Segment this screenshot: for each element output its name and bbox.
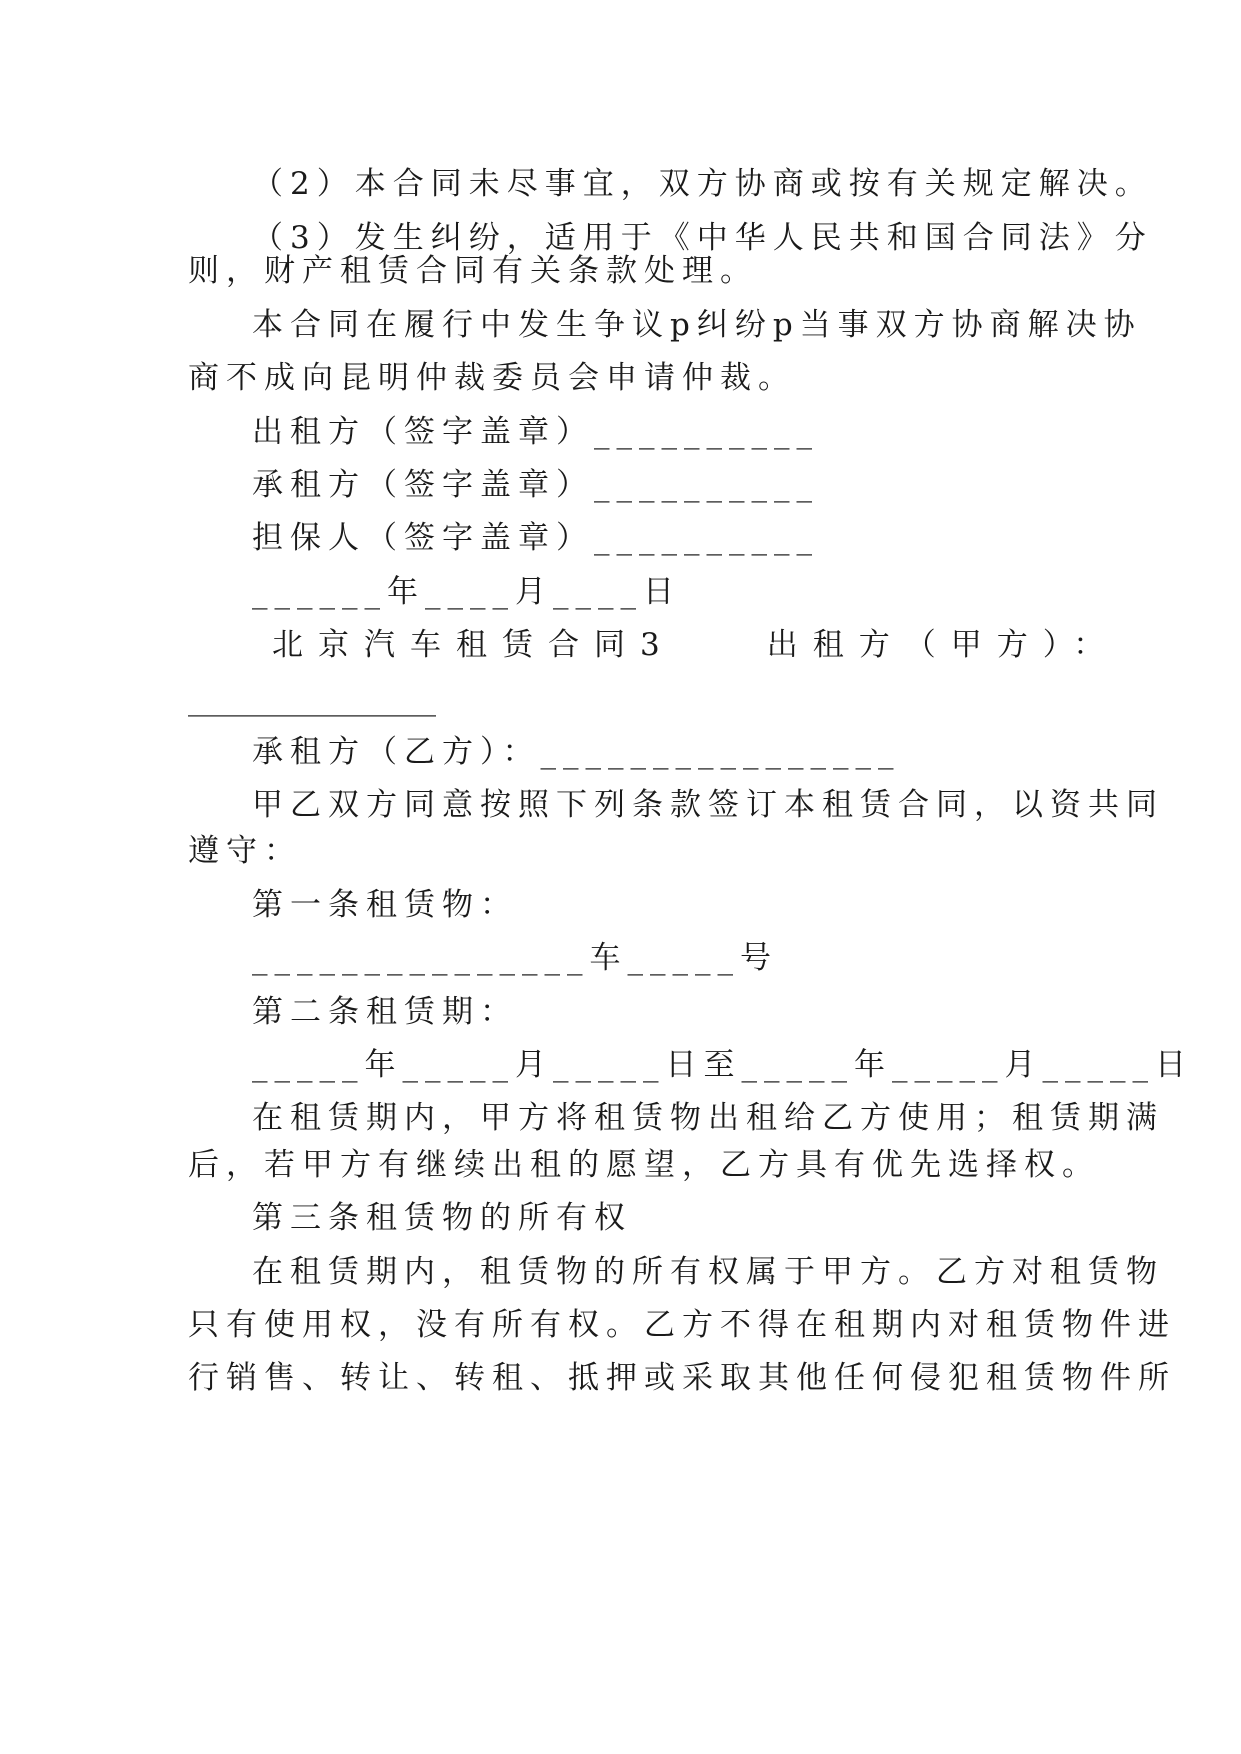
lessor-name-blank: ________________ (188, 681, 436, 717)
lessee-signature-line: 承租方（签字盖章）__________ (252, 467, 819, 503)
lessor-signature-line: 出租方（签字盖章）__________ (252, 414, 819, 450)
lessee-party-line: 承租方（乙方）：________________ (252, 734, 901, 770)
dispute-paragraph-continued: 商不成向昆明仲裁委员会申请仲裁。 (188, 360, 796, 396)
clause-2-text: （2）本合同未尽事宜，双方协商或按有关规定解决。 (252, 166, 1153, 202)
agreement-paragraph-continued: 遵守： (188, 833, 302, 869)
ownership-paragraph-line-2: 只有使用权，没有所有权。乙方不得在租期内对租赁物件进 (188, 1307, 1176, 1343)
guarantor-signature-line: 担保人（签字盖章）__________ (252, 520, 819, 556)
agreement-paragraph: 甲乙双方同意按照下列条款签订本租赁合同，以资共同 (252, 787, 1164, 823)
article-1-heading: 第一条租赁物： (252, 887, 518, 923)
clause-3-continued: 则，财产租赁合同有关条款处理。 (188, 253, 758, 289)
ownership-paragraph-line-3: 行销售、转让、转租、抵押或采取其他任何侵犯租赁物件所 (188, 1360, 1176, 1396)
lease-period-paragraph: 在租赁期内，甲方将租赁物出租给乙方使用；租赁期满 (252, 1100, 1164, 1136)
ownership-paragraph: 在租赁期内，租赁物的所有权属于甲方。乙方对租赁物 (252, 1254, 1164, 1290)
signing-date-line: ______年____月____日 (252, 574, 681, 610)
article-2-heading: 第二条租赁期： (252, 994, 518, 1030)
clause-3-text: （3）发生纠纷，适用于《中华人民共和国合同法》分 (252, 220, 1153, 256)
article-3-heading: 第三条租赁物的所有权 (252, 1200, 632, 1236)
dispute-paragraph: 本合同在履行中发生争议p纠纷p当事双方协商解决协 (252, 307, 1142, 343)
vehicle-number-line: _______________车_____号 (252, 940, 778, 976)
contract-title-and-lessor: 北京汽车租赁合同3 出租方（甲方）： (272, 627, 1120, 663)
lease-period-paragraph-continued: 后，若甲方有继续出租的愿望，乙方具有优先选择权。 (188, 1147, 1100, 1183)
lease-period-line: _____年_____月_____日至_____年_____月_____日 (252, 1047, 1193, 1083)
